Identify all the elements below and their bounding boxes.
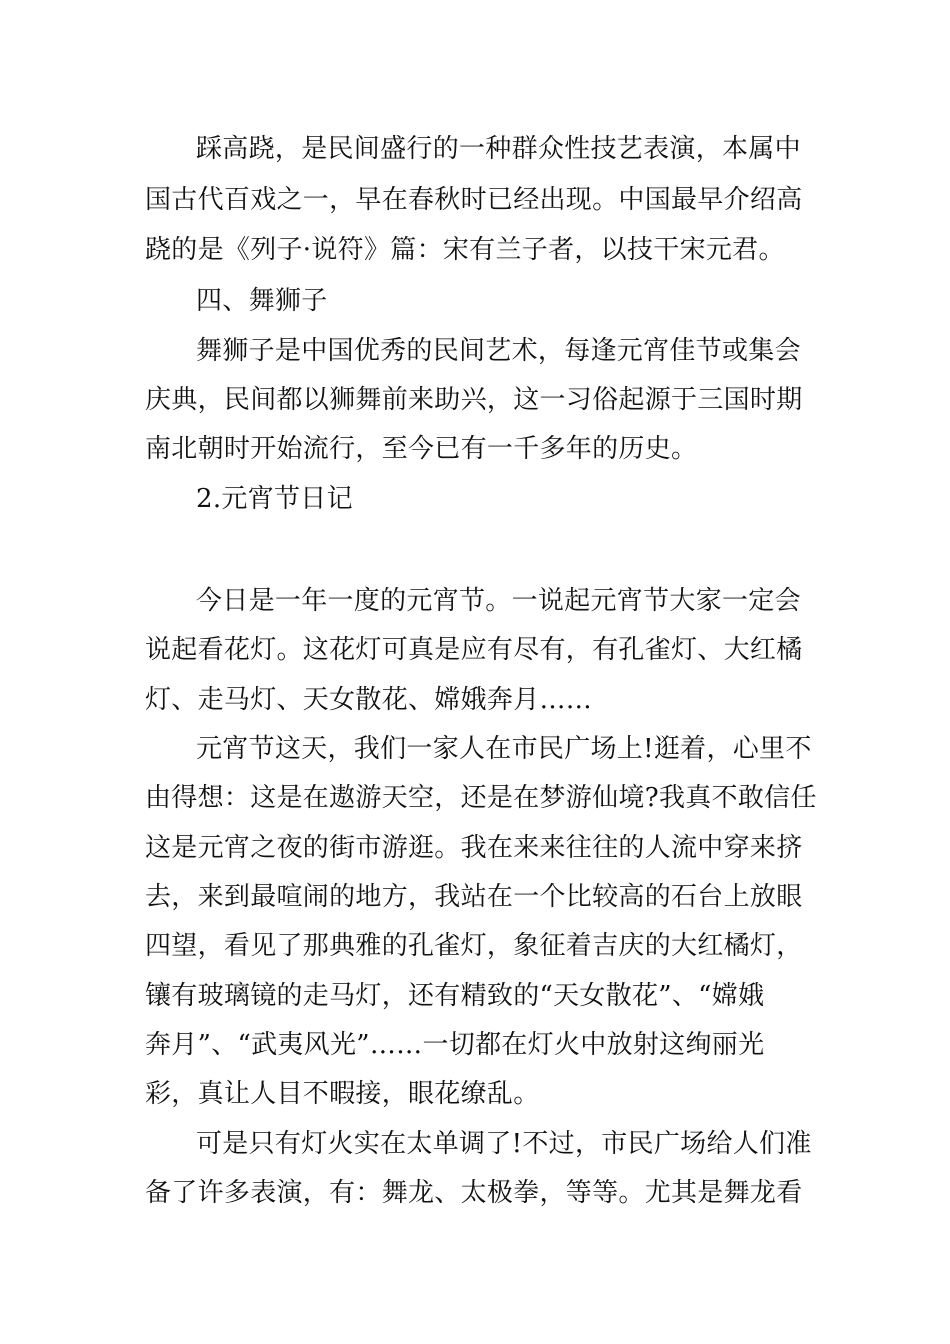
paragraph-lantern-line: 这是元宵之夜的街市游逛。我在来来往往的人流中穿来挤 xyxy=(145,833,803,863)
paragraph-stilts-line: 跷的是《列子·说符》篇：宋有兰子者，以技干宋元君。 xyxy=(145,235,785,265)
paragraph-lion-dance-line: 南北朝时开始流行，至今已有一千多年的历史。 xyxy=(145,434,698,464)
paragraph-performance-line: 备了许多表演，有：舞龙、太极拳，等等。尤其是舞龙看 xyxy=(145,1178,803,1208)
section-heading-diary: 2.元宵节日记 xyxy=(196,484,353,514)
paragraph-performance-line: 可是只有灯火实在太单调了!不过，市民广场给人们准 xyxy=(196,1129,812,1159)
paragraph-lantern-line: 奔月”、“武夷风光”……一切都在灯火中放射这绚丽光 xyxy=(145,1030,765,1060)
paragraph-diary-intro-line: 今日是一年一度的元宵节。一说起元宵节大家一定会 xyxy=(196,586,801,616)
paragraph-diary-intro-line: 灯、走马灯、天女散花、嫦娥奔月…… xyxy=(145,685,593,715)
paragraph-lantern-line: 彩，真让人目不暇接，眼花缭乱。 xyxy=(145,1079,540,1109)
paragraph-lion-dance-line: 舞狮子是中国优秀的民间艺术，每逢元宵佳节或集会 xyxy=(196,336,801,366)
paragraph-lion-dance-line: 庆典，民间都以狮舞前来助兴，这一习俗起源于三国时期 xyxy=(145,385,803,415)
paragraph-lantern-line: 四望，看见了那典雅的孔雀灯，象征着吉庆的大红橘灯， xyxy=(145,931,803,961)
paragraph-stilts-line: 国古代百戏之一，早在春秋时已经出现。中国最早介绍高 xyxy=(145,185,803,215)
paragraph-lantern-line: 元宵节这天，我们一家人在市民广场上!逛着，心里不 xyxy=(196,734,812,764)
paragraph-lantern-line: 镶有玻璃镜的走马灯，还有精致的“天女散花”、“嫦娥 xyxy=(145,981,765,1011)
paragraph-lantern-line: 由得想：这是在遨游天空，还是在梦游仙境?我真不敢信任 xyxy=(145,783,817,813)
paragraph-stilts-line: 踩高跷，是民间盛行的一种群众性技艺表演，本属中 xyxy=(196,134,801,164)
paragraph-diary-intro-line: 说起看花灯。这花灯可真是应有尽有，有孔雀灯、大红橘 xyxy=(145,635,803,665)
section-heading-lion-dance: 四、舞狮子 xyxy=(196,286,328,316)
paragraph-lantern-line: 去，来到最喧闹的地方，我站在一个比较高的石台上放眼 xyxy=(145,882,803,912)
